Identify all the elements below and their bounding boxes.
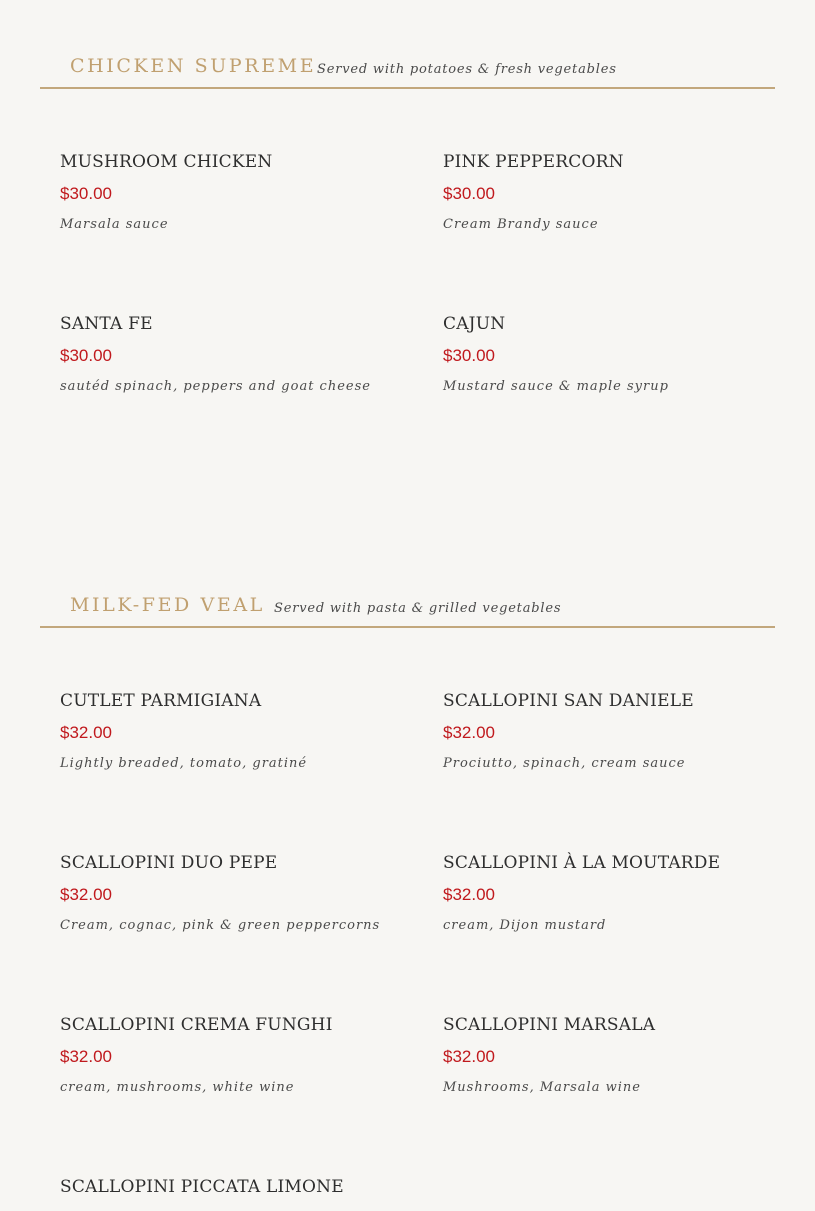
- item-price: $32.00: [60, 885, 112, 904]
- item-name: CUTLET PARMIGIANA: [60, 691, 262, 711]
- item-description: Cream, cognac, pink & green peppercorns: [60, 918, 381, 933]
- menu-item: [443, 853, 803, 934]
- menu-item: [443, 314, 803, 395]
- item-name: MUSHROOM CHICKEN: [60, 152, 273, 172]
- menu-item: [60, 152, 420, 233]
- item-name: SCALLOPINI CREMA FUNGHI: [60, 1015, 333, 1035]
- item-description: Mushrooms, Marsala wine: [443, 1080, 641, 1095]
- section-title: MILK-FED VEAL: [70, 594, 265, 616]
- menu-item: [60, 691, 420, 772]
- item-name: SANTA FE: [60, 314, 153, 334]
- section-header: [40, 39, 775, 89]
- menu-item: [443, 691, 803, 772]
- item-price: $32.00: [443, 1047, 495, 1066]
- section-header: [40, 578, 775, 628]
- item-description: Prociutto, spinach, cream sauce: [443, 756, 686, 771]
- item-price: $30.00: [443, 184, 495, 203]
- item-description: Lightly breaded, tomato, gratiné: [60, 756, 308, 771]
- section-subtitle: Served with potatoes & fresh vegetables: [317, 62, 617, 77]
- item-name: PINK PEPPERCORN: [443, 152, 624, 172]
- menu-item: [60, 853, 420, 934]
- item-price: $32.00: [60, 1047, 112, 1066]
- item-description: cream, Dijon mustard: [443, 918, 607, 933]
- item-price: $32.00: [60, 723, 112, 742]
- item-name: SCALLOPINI SAN DANIELE: [443, 691, 694, 711]
- item-description: Mustard sauce & maple syrup: [443, 379, 669, 394]
- item-name: SCALLOPINI MARSALA: [443, 1015, 656, 1035]
- menu-item: [443, 152, 803, 233]
- item-price: $30.00: [443, 346, 495, 365]
- menu-item: [60, 1177, 420, 1197]
- item-price: $32.00: [443, 723, 495, 742]
- section-title: CHICKEN SUPREME: [70, 55, 317, 77]
- milk-fed-veal-section: [40, 578, 775, 628]
- menu-item: [60, 1015, 420, 1096]
- item-description: cream, mushrooms, white wine: [60, 1080, 295, 1095]
- menu-item: [60, 314, 420, 395]
- menu-item: [443, 1015, 803, 1096]
- section-subtitle: Served with pasta & grilled vegetables: [274, 601, 562, 616]
- chicken-supreme-section: [40, 39, 775, 89]
- item-price: $32.00: [443, 885, 495, 904]
- item-description: sautéd spinach, peppers and goat cheese: [60, 379, 371, 394]
- item-name: SCALLOPINI PICCATA LIMONE: [60, 1177, 344, 1197]
- item-price: $30.00: [60, 184, 112, 203]
- item-name: CAJUN: [443, 314, 506, 334]
- item-price: $30.00: [60, 346, 112, 365]
- item-description: Cream Brandy sauce: [443, 217, 599, 232]
- item-description: Marsala sauce: [60, 217, 169, 232]
- item-name: SCALLOPINI DUO PEPE: [60, 853, 278, 873]
- item-name: SCALLOPINI À LA MOUTARDE: [443, 853, 721, 873]
